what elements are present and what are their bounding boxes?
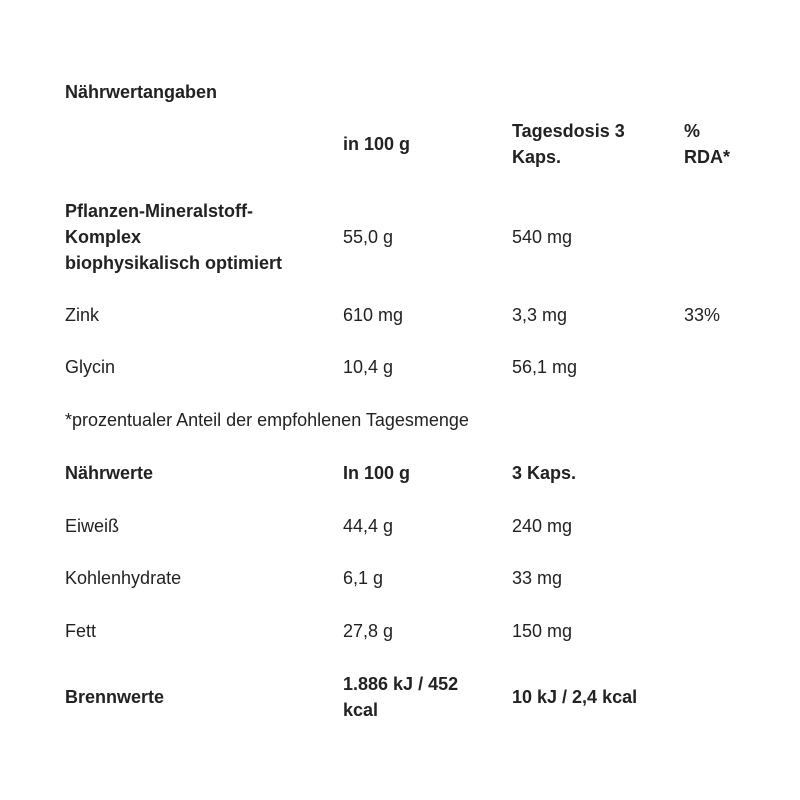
table2-row-eiweiss-per100: 44,4 g bbox=[343, 516, 394, 536]
table1-header-rda-line1: % bbox=[684, 121, 701, 141]
table1-row-glycin-daily: 56,1 mg bbox=[512, 357, 578, 377]
table1-row-zink-rda: 33% bbox=[684, 305, 721, 325]
table2-row-energy-per100-line1: 1.886 kJ / 452 bbox=[343, 674, 459, 694]
table2-row-fett-name: Fett bbox=[65, 621, 97, 641]
table2-row-energy-daily: 10 kJ / 2,4 kcal bbox=[512, 687, 638, 707]
table2-header-naehrwerte: Nährwerte bbox=[65, 463, 154, 483]
table1-row-complex-per100: 55,0 g bbox=[343, 227, 394, 247]
table1-header-daily-dose-line1: Tagesdosis 3 bbox=[512, 121, 625, 141]
table2-row-eiweiss-daily: 240 mg bbox=[512, 516, 573, 536]
table1-row-glycin-per100: 10,4 g bbox=[343, 357, 394, 377]
table2-row-eiweiss-name: Eiweiß bbox=[65, 516, 120, 536]
table1-row-complex-daily: 540 mg bbox=[512, 227, 573, 247]
table1-row-complex-name-line2: Komplex bbox=[65, 227, 142, 247]
table1-header-daily-dose-line2: Kaps. bbox=[512, 147, 562, 167]
table1-row-zink-name: Zink bbox=[65, 305, 100, 325]
page-title: Nährwertangaben bbox=[65, 82, 218, 102]
table2-row-kohlenhydrate-name: Kohlenhydrate bbox=[65, 568, 182, 588]
table1-header-rda bbox=[684, 118, 730, 170]
table2-row-kohlenhydrate-daily: 33 mg bbox=[512, 568, 563, 588]
table1-header-rda-line2: RDA* bbox=[684, 147, 731, 167]
table1-row-zink-per100: 610 mg bbox=[343, 305, 404, 325]
table1-header-in-100g: in 100 g bbox=[343, 134, 411, 154]
rda-footnote: *prozentualer Anteil der empfohlenen Tagesmenge bbox=[65, 410, 469, 430]
table1-header-daily-dose bbox=[512, 118, 625, 170]
table1-row-glycin-name: Glycin bbox=[65, 357, 116, 377]
table2-row-kohlenhydrate-per100: 6,1 g bbox=[343, 568, 384, 588]
table1-row-zink-daily: 3,3 mg bbox=[512, 305, 568, 325]
table2-header-in-100g: In 100 g bbox=[343, 463, 411, 483]
table1-row-complex-name bbox=[65, 198, 282, 276]
table1-row-complex-name-line3: biophysikalisch optimiert bbox=[65, 253, 283, 273]
table1-row-complex-name-line1: Pflanzen-Mineralstoff- bbox=[65, 201, 254, 221]
table2-row-energy-name: Brennwerte bbox=[65, 687, 165, 707]
table2-row-energy-per100 bbox=[343, 671, 458, 723]
table2-header-3-kaps: 3 Kaps. bbox=[512, 463, 577, 483]
table2-row-fett-per100: 27,8 g bbox=[343, 621, 394, 641]
table2-row-fett-daily: 150 mg bbox=[512, 621, 573, 641]
table2-row-energy-per100-line2: kcal bbox=[343, 700, 379, 720]
